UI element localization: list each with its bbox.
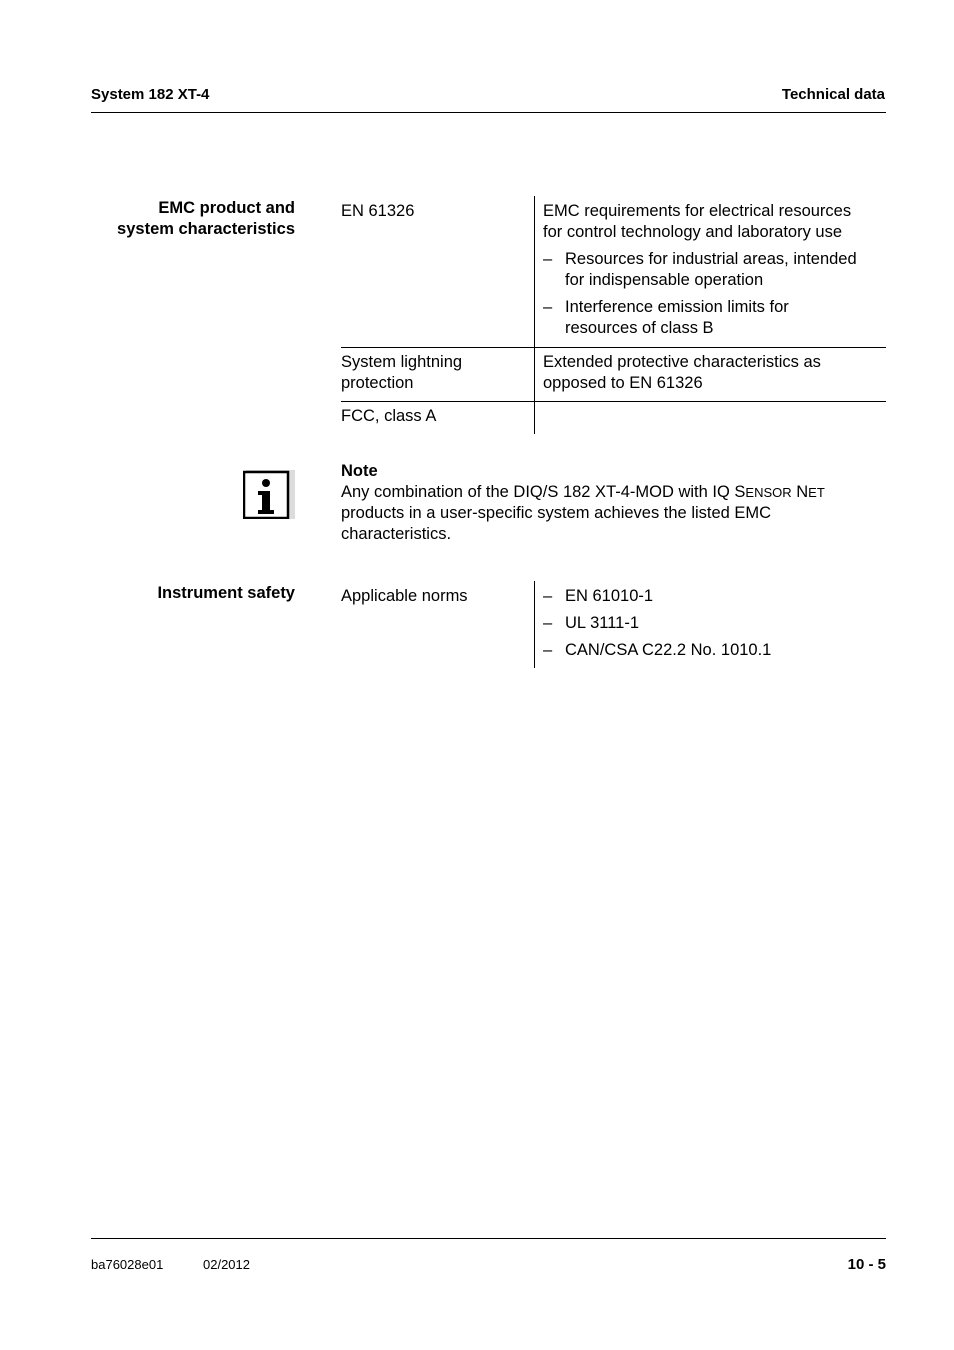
emc-row2-description-line1: Extended protective characteristics as	[543, 353, 821, 371]
emc-side-label	[117, 198, 295, 240]
note-line1-smallcaps2: ET	[808, 485, 825, 500]
safety-norms-label: Applicable norms	[341, 587, 468, 605]
emc-row2-standard	[341, 352, 462, 394]
dash-bullet: –	[543, 641, 553, 659]
header-rule	[91, 112, 886, 113]
note-line1	[341, 482, 825, 503]
emc-row3-standard: FCC, class A	[341, 407, 437, 425]
footer-date: 02/2012	[203, 1257, 250, 1272]
dash-bullet: –	[543, 298, 553, 316]
emc-side-label-line1: EMC product and	[158, 199, 295, 217]
bullet-line1: Interference emission limits for	[565, 298, 789, 316]
running-header-section: Technical data	[781, 86, 885, 103]
emc-table-row-divider-2	[341, 401, 886, 402]
norm-text: EN 61010-1	[565, 587, 654, 605]
emc-row2-description	[543, 352, 821, 394]
emc-row1-description	[543, 201, 851, 243]
note-line2: products in a user-specific system achieves the listed EMC	[341, 504, 772, 522]
note-line1-text2: N	[791, 483, 809, 501]
bullet-text	[565, 297, 789, 339]
bullet-line2: resources of class B	[565, 319, 714, 337]
bullet-text	[565, 249, 857, 291]
bullet-line1: Resources for industrial areas, intended	[565, 250, 857, 268]
note-title: Note	[341, 462, 378, 480]
emc-row2-description-line2: opposed to EN 61326	[543, 374, 703, 392]
emc-row1-description-line1: EMC requirements for electrical resources	[543, 202, 852, 220]
emc-row1-description-line2: for control technology and laboratory use	[543, 223, 843, 241]
norm-text: CAN/CSA C22.2 No. 1010.1	[565, 641, 772, 659]
emc-row1-standard: EN 61326	[341, 202, 415, 220]
note-line1-smallcaps: ENSOR	[745, 485, 792, 500]
bullet-line2: for indispensable operation	[565, 271, 764, 289]
emc-table-column-divider	[534, 196, 535, 434]
emc-side-label-line2: system characteristics	[117, 220, 295, 238]
emc-row2-standard-line1: System lightning	[341, 353, 463, 371]
norm-text: UL 3111-1	[565, 614, 639, 632]
note-line3: characteristics.	[341, 525, 452, 543]
info-icon	[243, 467, 295, 519]
running-header-title: System 182 XT-4	[91, 86, 210, 103]
safety-table-column-divider	[534, 581, 535, 668]
safety-side-label: Instrument safety	[157, 584, 295, 602]
footer-page-number: 10 - 5	[847, 1256, 886, 1273]
note-body	[341, 482, 825, 545]
dash-bullet: –	[543, 250, 553, 268]
dash-bullet: –	[543, 614, 553, 632]
dash-bullet: –	[543, 587, 553, 605]
emc-table-row-divider-1	[341, 347, 886, 348]
footer-rule	[91, 1238, 886, 1239]
emc-row2-standard-line2: protection	[341, 374, 414, 392]
footer-doc-id: ba76028e01	[91, 1257, 164, 1272]
note-line1-text: Any combination of the DIQ/S 182 XT-4-MOD with IQ S	[341, 483, 746, 501]
